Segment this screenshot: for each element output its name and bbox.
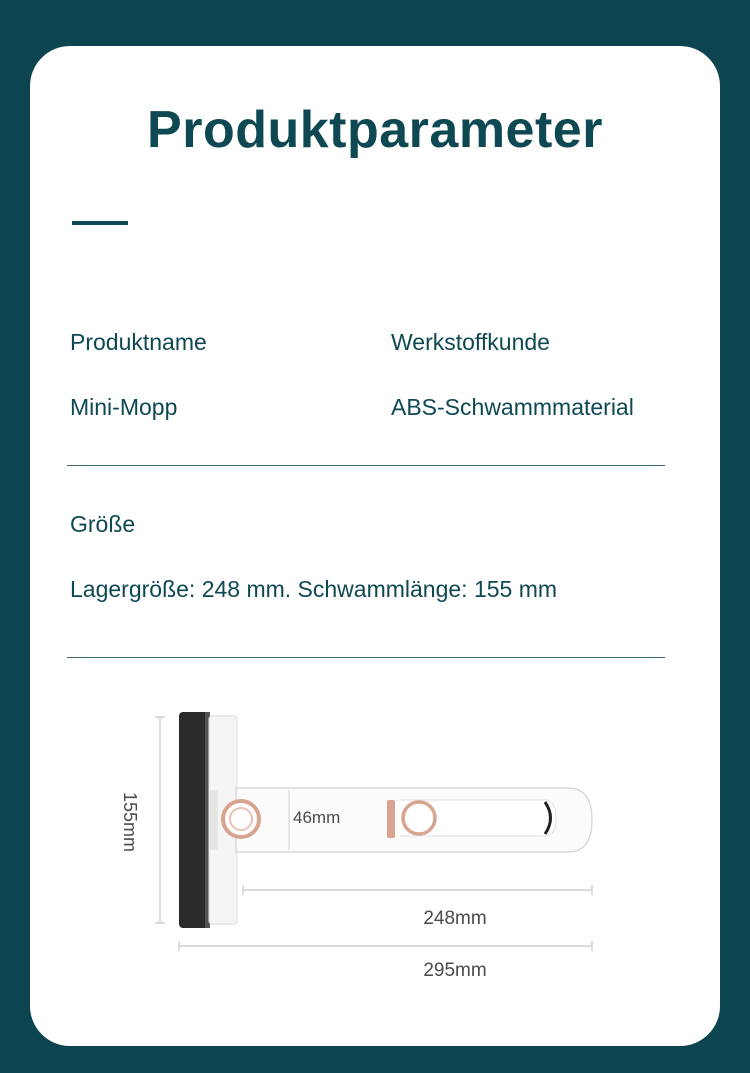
handle-length-dimension-line (243, 885, 592, 895)
total-length-label: 295mm (423, 960, 487, 981)
size-label: Größe (70, 511, 136, 537)
divider-1 (67, 465, 665, 466)
hanging-ring-icon (387, 800, 435, 838)
head-width-label: 46mm (293, 808, 341, 827)
total-length-dimension-line (179, 941, 592, 951)
material-label: Werkstoffkunde (391, 329, 550, 355)
mop-dimension-illustration (0, 690, 750, 990)
divider-2 (67, 657, 665, 658)
height-dimension-label: 155mm (120, 792, 140, 853)
handle-length-label: 248mm (423, 908, 487, 929)
height-dimension-line (155, 717, 165, 923)
pivot-ring-icon (223, 801, 259, 837)
product-name-value: Mini-Mopp (70, 394, 178, 420)
material-value: ABS-Schwammmaterial (391, 394, 634, 420)
page-title: Produktparameter (147, 101, 603, 159)
size-value: Lagergröße: 248 mm. Schwammlänge: 155 mm (70, 576, 558, 602)
title-accent-bar (72, 221, 128, 225)
product-name-label: Produktname (70, 329, 207, 355)
